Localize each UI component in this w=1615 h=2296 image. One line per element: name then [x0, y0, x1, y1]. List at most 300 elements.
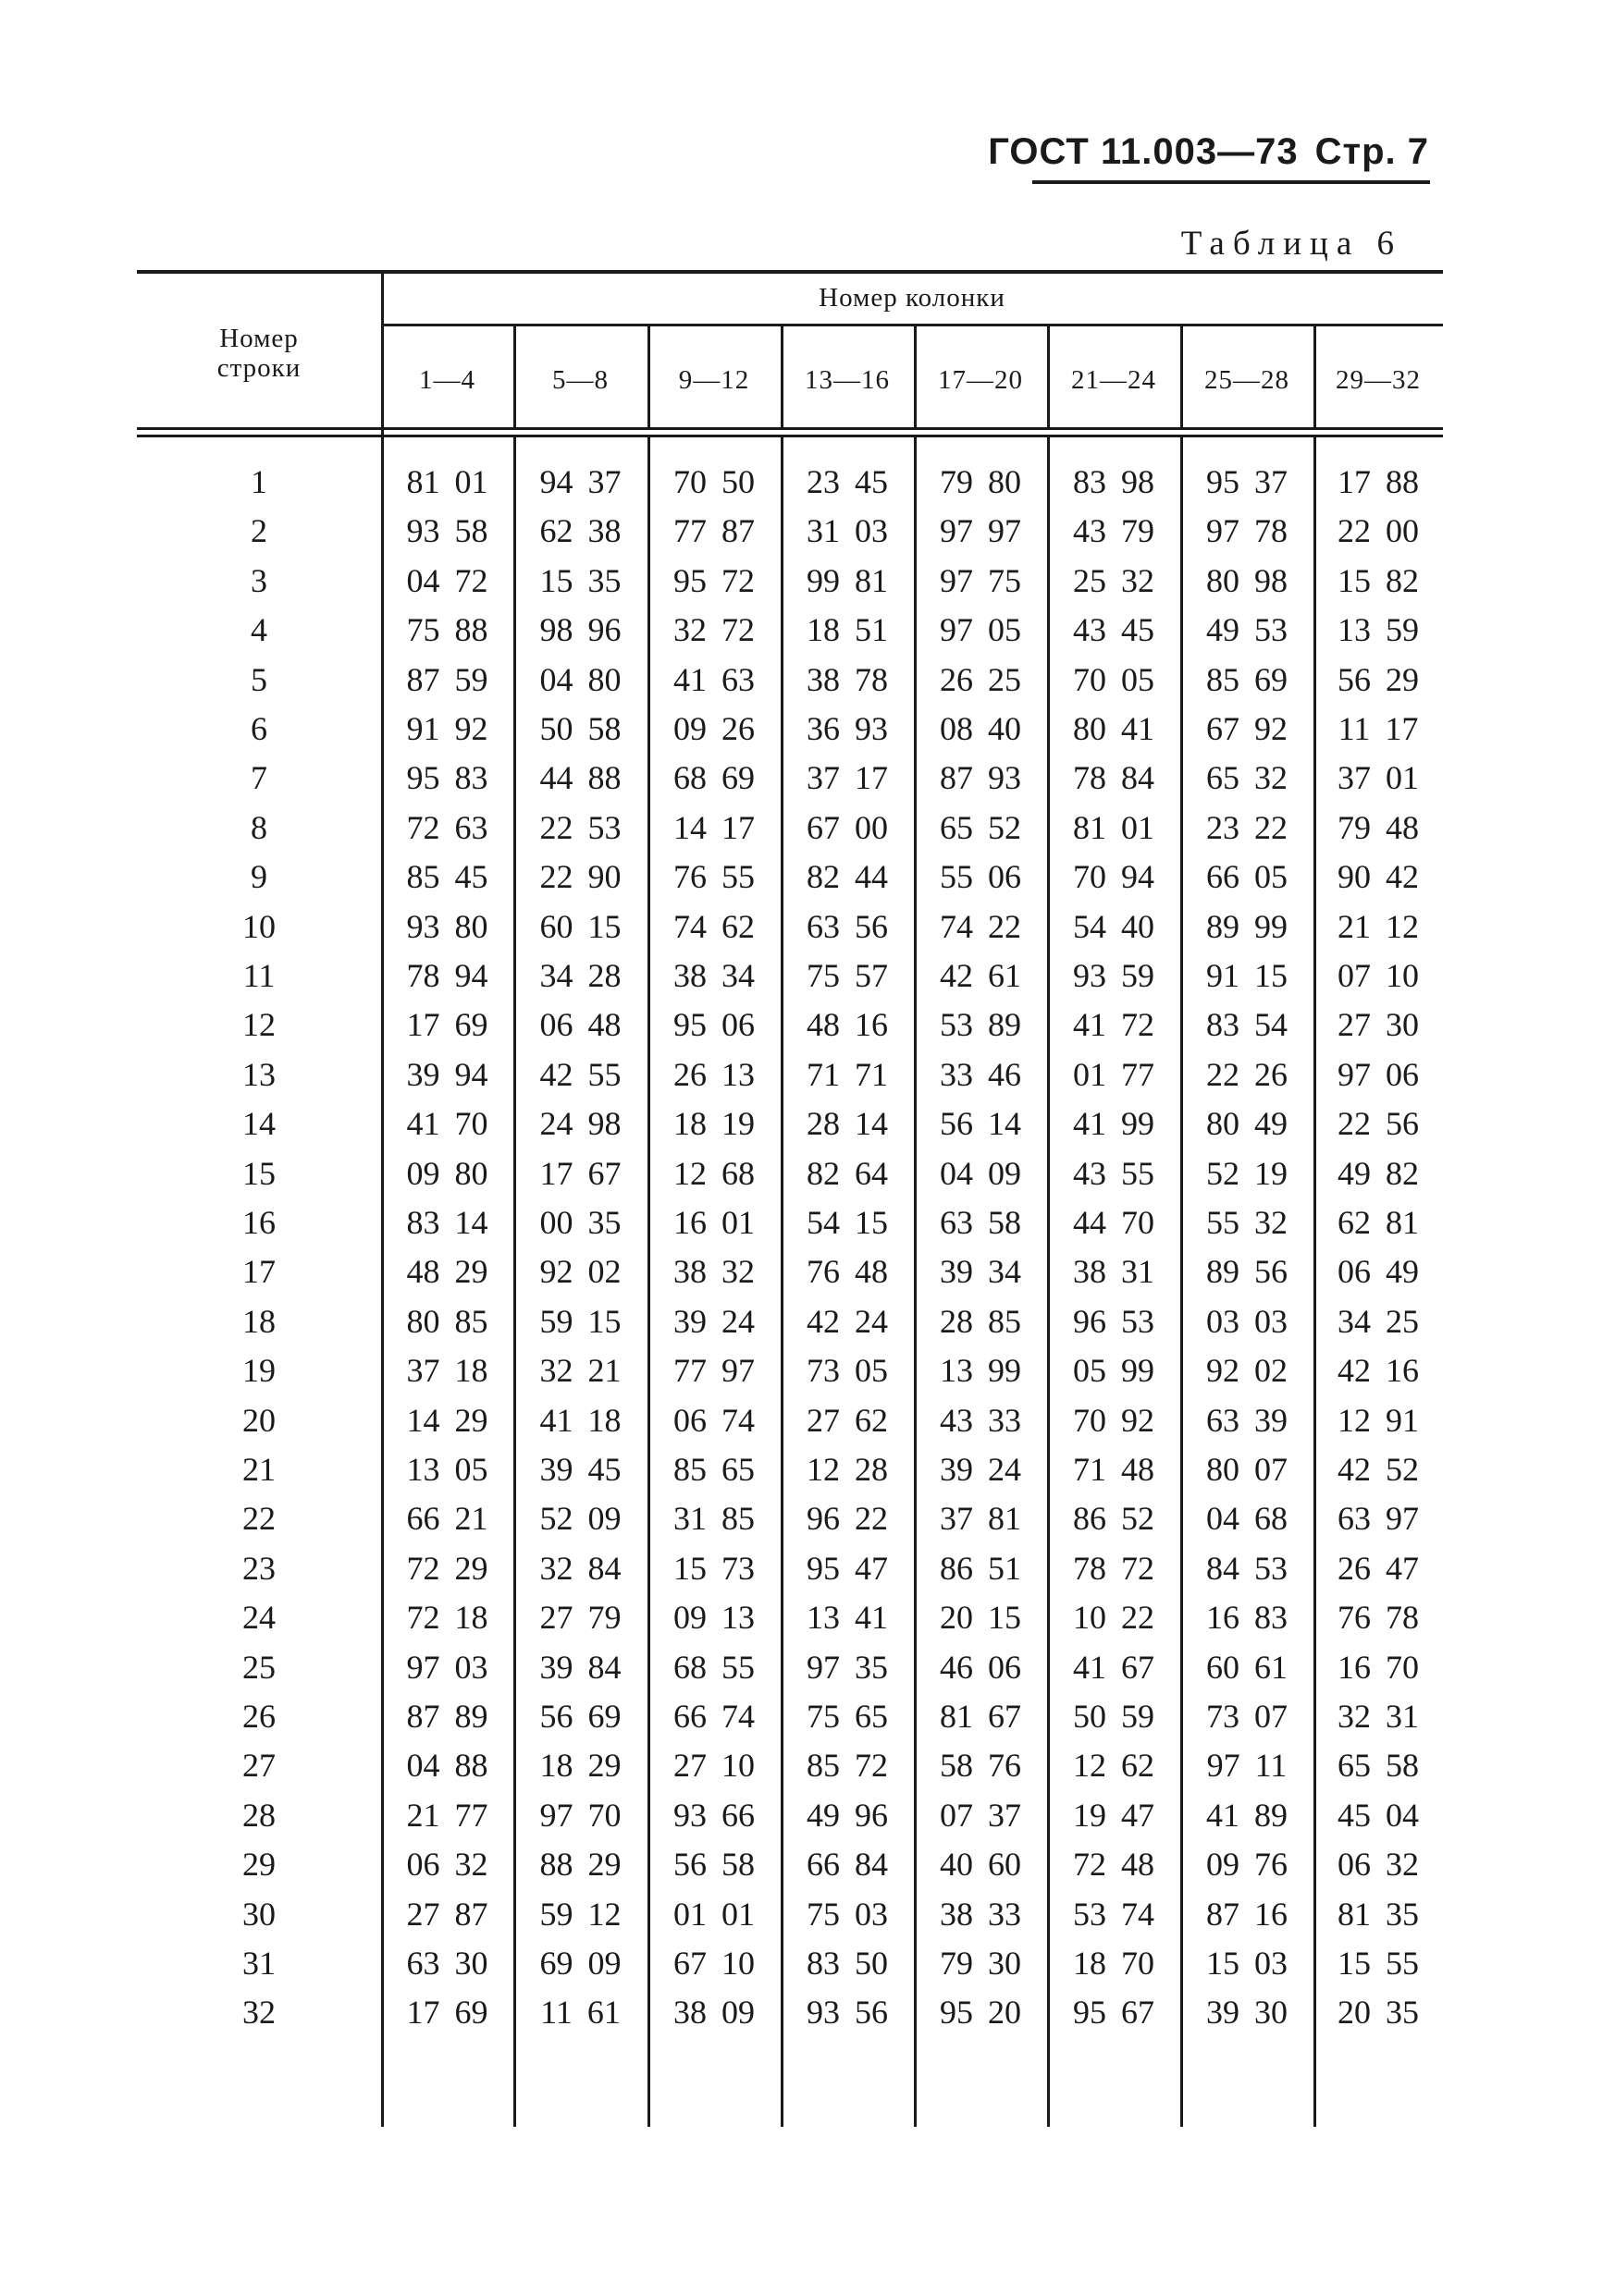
digit-pair: 05: [454, 1451, 488, 1488]
digit-pair: 69: [721, 759, 755, 797]
row-number: 26: [242, 1698, 276, 1735]
row-number: 20: [242, 1401, 276, 1439]
digit-pair: 59: [1121, 957, 1154, 994]
table-cell: [381, 1351, 513, 1390]
digit-pair: 15: [673, 1549, 707, 1587]
table-cell: [781, 1648, 914, 1687]
digit-pair: 15: [1338, 1945, 1371, 1982]
digit-pair: 09: [673, 1599, 707, 1637]
digit-pair: 59: [1386, 611, 1419, 649]
digit-pair: 53: [1254, 611, 1288, 649]
table-cell: [1180, 1302, 1313, 1341]
table-cell: [1180, 1351, 1313, 1390]
table-cell: [1313, 1252, 1443, 1291]
table-cell: [1313, 1154, 1443, 1193]
digit-pair: 81: [1338, 1895, 1371, 1933]
digit-pair: 21: [454, 1500, 488, 1538]
table-cell: [647, 808, 781, 847]
column-header: 13—16: [805, 365, 890, 395]
digit-pair: 11: [540, 1994, 573, 2032]
digit-pair: 81: [1073, 808, 1106, 846]
digit-pair: 16: [1206, 1599, 1239, 1637]
table-cell: [513, 907, 647, 946]
row-number: 3: [251, 561, 267, 599]
digit-pair: 13: [721, 1055, 755, 1093]
digit-pair: 22: [988, 907, 1021, 945]
table-cell: [1047, 1302, 1180, 1341]
digit-pair: 29: [587, 1747, 622, 1785]
table-cell: [513, 1351, 647, 1390]
table-cell: [1180, 660, 1313, 699]
table-cell: [1180, 561, 1313, 600]
digit-pair: 55: [587, 1055, 622, 1093]
digit-pair: 56: [1338, 660, 1371, 698]
row-number: 17: [242, 1253, 276, 1291]
digit-pair: 98: [1121, 463, 1154, 500]
digit-pair: 40: [1121, 907, 1154, 945]
digit-pair: 97: [1206, 1747, 1240, 1785]
digit-pair: 41: [1073, 1648, 1106, 1686]
digit-pair: 65: [855, 1698, 888, 1735]
table-cell: [781, 1993, 914, 2032]
digit-pair: 97: [940, 561, 973, 599]
digit-pair: 11: [1338, 710, 1371, 747]
table-cell: [781, 1055, 914, 1094]
digit-pair: 51: [855, 611, 888, 649]
row-number: 1: [251, 463, 267, 500]
digit-pair: 71: [1073, 1451, 1106, 1488]
table-cell: [1180, 1252, 1313, 1291]
table-cell: [781, 956, 914, 995]
digit-pair: 68: [721, 1154, 755, 1192]
digit-pair: 19: [1073, 1796, 1106, 1834]
digit-pair: 42: [940, 957, 973, 994]
digit-pair: 40: [988, 710, 1021, 747]
digit-pair: 50: [855, 1945, 888, 1982]
digit-pair: 09: [673, 710, 707, 747]
digit-pair: 00: [539, 1204, 573, 1241]
digit-pair: 34: [721, 957, 755, 994]
digit-pair: 38: [673, 1994, 707, 2032]
table-cell: [1047, 1993, 1180, 2032]
table-cell: [914, 1302, 1047, 1341]
digit-pair: 77: [673, 1352, 707, 1390]
digit-pair: 89: [454, 1698, 488, 1735]
digit-pair: 87: [406, 1698, 440, 1735]
table-cell: [513, 1944, 647, 1983]
digit-pair: 07: [1254, 1698, 1288, 1735]
digit-pair: 72: [855, 1747, 888, 1785]
digit-pair: 47: [1386, 1549, 1419, 1587]
digit-pair: 75: [807, 1698, 840, 1735]
digit-pair: 60: [539, 907, 573, 945]
digit-pair: 70: [587, 1796, 622, 1834]
digit-pair: 22: [1254, 808, 1288, 846]
digit-pair: 92: [1206, 1352, 1239, 1390]
table-cell: [914, 1104, 1047, 1143]
table-cell: [1313, 709, 1443, 748]
digit-pair: 85: [406, 858, 440, 896]
digit-pair: 56: [673, 1846, 707, 1884]
column-group-header: Номер колонки: [819, 283, 1005, 313]
table-cell: [1313, 1450, 1443, 1489]
table-cell: [781, 1944, 914, 1983]
table-cell: [1180, 462, 1313, 501]
table-cell: [513, 1252, 647, 1291]
digit-pair: 48: [1386, 808, 1419, 846]
digit-pair: 14: [406, 1401, 440, 1439]
digit-pair: 22: [539, 858, 573, 896]
table-cell: [1313, 1005, 1443, 1044]
digit-pair: 87: [406, 660, 440, 698]
table-cell: [381, 1993, 513, 2032]
digit-pair: 22: [1338, 1105, 1371, 1143]
table-cell: [1180, 1499, 1313, 1538]
digit-pair: 14: [855, 1105, 888, 1143]
digit-pair: 74: [1121, 1895, 1154, 1933]
table-cell: [647, 660, 781, 699]
table-cell: [381, 1697, 513, 1736]
digit-pair: 22: [1121, 1599, 1154, 1637]
table-cell: [781, 1302, 914, 1341]
digit-pair: 13: [406, 1451, 440, 1488]
table-cell: [513, 1648, 647, 1687]
table-cell: [1313, 907, 1443, 946]
digit-pair: 18: [807, 611, 840, 649]
digit-pair: 32: [1121, 561, 1154, 599]
digit-pair: 17: [406, 1006, 440, 1044]
table-cell: [381, 1895, 513, 1934]
digit-pair: 93: [855, 710, 888, 747]
digit-pair: 55: [721, 858, 755, 896]
digit-pair: 46: [988, 1055, 1021, 1093]
digit-pair: 97: [988, 512, 1021, 550]
digit-pair: 16: [1338, 1648, 1371, 1686]
table-cell: [781, 1549, 914, 1588]
table-cell: [1313, 956, 1443, 995]
table-cell: [781, 1154, 914, 1193]
digit-pair: 23: [807, 463, 840, 500]
table-cell: [381, 511, 513, 550]
digit-pair: 17: [539, 1154, 573, 1192]
digit-pair: 32: [721, 1253, 755, 1291]
table-cell: [647, 1549, 781, 1588]
digit-pair: 34: [1338, 1302, 1371, 1340]
table-cell: [381, 956, 513, 995]
table-cell: [1313, 1796, 1443, 1835]
digit-pair: 74: [673, 907, 707, 945]
digit-pair: 29: [587, 1846, 622, 1884]
digit-pair: 04: [1206, 1500, 1239, 1538]
table-cell: [647, 1499, 781, 1538]
digit-pair: 27: [807, 1401, 840, 1439]
digit-pair: 98: [1254, 561, 1288, 599]
digit-pair: 52: [988, 808, 1021, 846]
digit-pair: 36: [807, 710, 840, 747]
digit-pair: 52: [1121, 1500, 1154, 1538]
table-cell: [781, 1845, 914, 1884]
digit-pair: 96: [807, 1500, 840, 1538]
digit-pair: 42: [807, 1302, 840, 1340]
digit-pair: 88: [454, 611, 488, 649]
digit-pair: 95: [940, 1994, 973, 2032]
digit-pair: 45: [1338, 1796, 1371, 1834]
table-cell: [381, 758, 513, 797]
table-cell: [381, 1796, 513, 1835]
digit-pair: 09: [406, 1154, 440, 1192]
digit-pair: 79: [587, 1599, 622, 1637]
digit-pair: 25: [988, 660, 1021, 698]
digit-pair: 63: [807, 907, 840, 945]
table-cell: [1313, 1697, 1443, 1736]
digit-pair: 98: [587, 1105, 622, 1143]
table-caption: Таблица 6: [1180, 225, 1402, 263]
digit-pair: 53: [1254, 1549, 1288, 1587]
table-cell: [647, 1154, 781, 1193]
table-cell: [1047, 956, 1180, 995]
digit-pair: 10: [721, 1747, 755, 1785]
column-header: 25—28: [1204, 365, 1289, 395]
table-cell: [781, 1697, 914, 1736]
digit-pair: 84: [1121, 759, 1154, 797]
digit-pair: 66: [807, 1846, 840, 1884]
digit-pair: 68: [673, 1648, 707, 1686]
digit-pair: 15: [1206, 1945, 1239, 1982]
table-cell: [1180, 511, 1313, 550]
digit-pair: 31: [673, 1500, 707, 1538]
digit-pair: 97: [940, 512, 973, 550]
digit-pair: 97: [406, 1648, 440, 1686]
table-cell: [914, 1993, 1047, 2032]
digit-pair: 67: [1121, 1648, 1154, 1686]
digit-pair: 44: [855, 858, 888, 896]
table-cell: [381, 1944, 513, 1983]
table-cell: [1313, 1203, 1443, 1242]
digit-pair: 33: [988, 1895, 1021, 1933]
digit-pair: 42: [1338, 1352, 1371, 1390]
digit-pair: 76: [1338, 1599, 1371, 1637]
digit-pair: 62: [539, 512, 573, 550]
table-cell: [647, 758, 781, 797]
digit-pair: 78: [1386, 1599, 1419, 1637]
digit-pair: 67: [988, 1698, 1021, 1735]
column-header: 5—8: [552, 365, 609, 395]
digit-pair: 85: [807, 1747, 840, 1785]
digit-pair: 06: [988, 858, 1021, 896]
digit-pair: 94: [454, 957, 488, 994]
table-cell: [1180, 1648, 1313, 1687]
digit-pair: 17: [855, 759, 888, 797]
table-cell: [914, 1450, 1047, 1489]
table-cell: [1047, 561, 1180, 600]
digit-pair: 19: [1254, 1154, 1288, 1192]
table-cell: [1313, 561, 1443, 600]
digit-pair: 49: [1254, 1105, 1288, 1143]
table-cell: [1313, 1499, 1443, 1538]
table-cell: [1180, 1895, 1313, 1934]
table-cell: [1313, 462, 1443, 501]
table-cell: [914, 1796, 1047, 1835]
table-cell: [513, 1104, 647, 1143]
digit-pair: 97: [1338, 1055, 1371, 1093]
digit-pair: 25: [1386, 1302, 1419, 1340]
digit-pair: 55: [721, 1648, 755, 1686]
table-cell: [1180, 956, 1313, 995]
table-cell: [914, 1499, 1047, 1538]
row-number: 28: [242, 1796, 276, 1834]
table-cell: [781, 1895, 914, 1934]
digit-pair: 49: [1386, 1253, 1419, 1291]
table-cell: [1313, 511, 1443, 550]
digit-pair: 72: [454, 561, 488, 599]
digit-pair: 27: [406, 1895, 440, 1933]
table-cell: [1047, 1746, 1180, 1785]
table-cell: [381, 1648, 513, 1687]
table-cell: [381, 1499, 513, 1538]
digit-pair: 40: [940, 1846, 973, 1884]
digit-pair: 62: [1338, 1204, 1371, 1241]
digit-pair: 48: [807, 1006, 840, 1044]
header-rule: [1032, 180, 1430, 184]
table-cell: [1180, 857, 1313, 896]
table-cell: [647, 511, 781, 550]
digit-pair: 26: [673, 1055, 707, 1093]
digit-pair: 30: [1254, 1994, 1288, 2032]
digit-pair: 53: [940, 1006, 973, 1044]
digit-pair: 53: [587, 808, 622, 846]
table-cell: [914, 709, 1047, 748]
digit-pair: 04: [406, 1747, 440, 1785]
digit-pair: 12: [587, 1895, 622, 1933]
digit-pair: 78: [1073, 759, 1106, 797]
table-cell: [914, 1549, 1047, 1588]
table-cell: [513, 1302, 647, 1341]
table-cell: [1180, 907, 1313, 946]
table-cell: [647, 1895, 781, 1934]
digit-pair: 69: [587, 1698, 622, 1735]
table-cell: [1180, 1993, 1313, 2032]
digit-pair: 32: [454, 1846, 488, 1884]
table-cell: [914, 758, 1047, 797]
digit-pair: 88: [539, 1846, 573, 1884]
digit-pair: 91: [1206, 957, 1239, 994]
table-cell: [781, 907, 914, 946]
table-cell: [781, 1252, 914, 1291]
digit-pair: 76: [1254, 1846, 1288, 1884]
table-cell: [513, 808, 647, 847]
digit-pair: 48: [855, 1253, 888, 1291]
digit-pair: 26: [1254, 1055, 1288, 1093]
table-cell: [513, 1746, 647, 1785]
table-cell: [914, 1598, 1047, 1637]
table-cell: [513, 1796, 647, 1835]
table-cell: [647, 1252, 781, 1291]
table-cell: [513, 1549, 647, 1588]
table-cell: [1313, 857, 1443, 896]
table-cell: [647, 610, 781, 649]
row-number-header: [137, 324, 381, 383]
digit-pair: 01: [721, 1895, 755, 1933]
digit-pair: 16: [1386, 1352, 1419, 1390]
digit-pair: 05: [1121, 660, 1154, 698]
digit-pair: 52: [1386, 1451, 1419, 1488]
digit-pair: 66: [673, 1698, 707, 1735]
digit-pair: 79: [1121, 512, 1154, 550]
digit-pair: 02: [1254, 1352, 1288, 1390]
digit-pair: 97: [539, 1796, 573, 1834]
digit-pair: 29: [454, 1401, 488, 1439]
digit-pair: 20: [988, 1994, 1021, 2032]
table-cell: [381, 1203, 513, 1242]
row-number: 12: [242, 1006, 276, 1044]
table-cell: [1180, 709, 1313, 748]
digit-pair: 54: [807, 1204, 840, 1241]
digit-pair: 38: [673, 1253, 707, 1291]
digit-pair: 83: [807, 1945, 840, 1982]
digit-pair: 58: [1386, 1747, 1419, 1785]
digit-pair: 76: [807, 1253, 840, 1291]
digit-pair: 25: [1073, 561, 1106, 599]
digit-pair: 97: [940, 611, 973, 649]
table-cell: [1313, 1351, 1443, 1390]
table-cell: [914, 1697, 1047, 1736]
digit-pair: 14: [454, 1204, 488, 1241]
digit-pair: 42: [1338, 1451, 1371, 1488]
digit-pair: 80: [406, 1302, 440, 1340]
table-cell: [513, 462, 647, 501]
table-cell: [1047, 1697, 1180, 1736]
digit-pair: 99: [1121, 1105, 1154, 1143]
digit-pair: 84: [1206, 1549, 1239, 1587]
digit-pair: 12: [1338, 1401, 1371, 1439]
digit-pair: 39: [673, 1302, 707, 1340]
digit-pair: 26: [721, 710, 755, 747]
digit-pair: 27: [539, 1599, 573, 1637]
table-cell: [647, 1401, 781, 1440]
digit-pair: 26: [940, 660, 973, 698]
digit-pair: 85: [454, 1302, 488, 1340]
digit-pair: 72: [406, 808, 440, 846]
digit-pair: 84: [855, 1846, 888, 1884]
table-cell: [1047, 1549, 1180, 1588]
digit-pair: 88: [587, 759, 622, 797]
table-cell: [381, 1401, 513, 1440]
digit-pair: 15: [587, 1302, 622, 1340]
digit-pair: 63: [940, 1204, 973, 1241]
digit-pair: 97: [1206, 512, 1239, 550]
table-cell: [513, 1499, 647, 1538]
digit-pair: 14: [988, 1105, 1021, 1143]
digit-pair: 80: [1073, 710, 1106, 747]
digit-pair: 49: [1206, 611, 1239, 649]
row-number: 16: [242, 1204, 276, 1241]
table-cell: [1047, 1401, 1180, 1440]
digit-pair: 93: [406, 512, 440, 550]
table-cell: [513, 1005, 647, 1044]
digit-pair: 92: [454, 710, 488, 747]
column-header: 21—24: [1071, 365, 1156, 395]
digit-pair: 93: [988, 759, 1021, 797]
digit-pair: 93: [673, 1796, 707, 1834]
digit-pair: 18: [673, 1105, 707, 1143]
digit-pair: 92: [539, 1253, 573, 1291]
digit-pair: 83: [454, 759, 488, 797]
digit-pair: 74: [721, 1401, 755, 1439]
table-cell: [1180, 1005, 1313, 1044]
table-cell: [381, 907, 513, 946]
table-cell: [647, 1104, 781, 1143]
digit-pair: 84: [587, 1549, 622, 1587]
